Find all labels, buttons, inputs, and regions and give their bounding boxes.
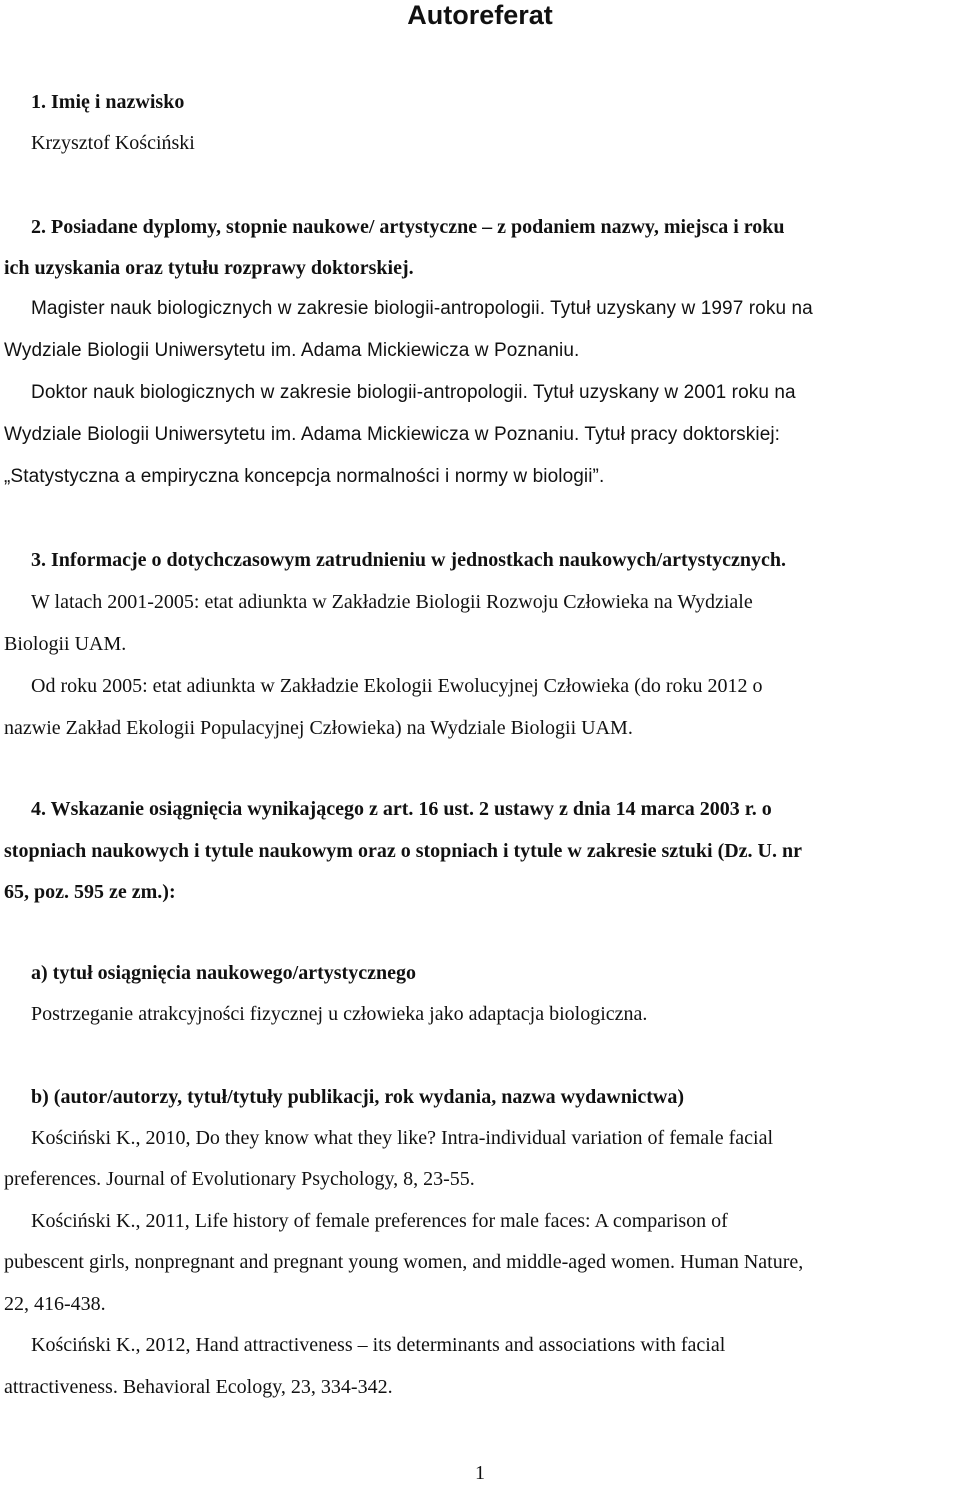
section2-text-line: Wydziale Biologii Uniwersytetu im. Adama Mickiewicza w Poznaniu. Tytuł pracy doktorskiej: (4, 424, 781, 445)
section1-heading: 1. Imię i nazwisko (31, 91, 185, 113)
publication-entry (31, 1332, 956, 1358)
section3-text-line: nazwie Zakład Ekologii Populacyjnej Człowieka) na Wydziale Biologii UAM. (4, 717, 633, 739)
section3-text-line: W latach 2001-2005: etat adiunkta w Zakładzie Biologii Rozwoju Człowieka na Wydziale (31, 591, 753, 613)
section3-text-line: Od roku 2005: etat adiunkta w Zakładzie Ekologii Ewolucyjnej Człowieka (do roku 2012 o (31, 675, 763, 697)
publication-author: Kościński K. (31, 1127, 136, 1149)
dissertation-title: „Statystyczna a empiryczna koncepcja normalności i normy w biologii”. (4, 466, 605, 487)
section2-text-line: Wydziale Biologii Uniwersytetu im. Adama Mickiewicza w Poznaniu. (4, 340, 580, 361)
section3-text-line: Biologii UAM. (4, 633, 127, 655)
section4-heading-line: 65, poz. 595 ze zm.): (4, 881, 176, 903)
publication-text: preferences. Journal of Evolutionary Psychology, 8, 23-55. (4, 1168, 475, 1190)
achievement-title: Postrzeganie atrakcyjności fizycznej u człowieka jako adaptacja biologiczna. (31, 1003, 648, 1025)
document-title: Autoreferat (407, 0, 553, 30)
publication-text: , 2010, Do they know what they like? Intra-individual variation of female facial (135, 1127, 774, 1149)
publication-text: , 2012, Hand attractiveness – its determinants and associations with facial (135, 1334, 726, 1356)
publication-author: Kościński K. (31, 1210, 136, 1232)
publication-text: attractiveness. Behavioral Ecology, 23, 334-342. (4, 1376, 393, 1398)
publication-entry (31, 1208, 956, 1234)
achievement-title-heading: a) tytuł osiągnięcia naukowego/artystycznego (31, 962, 416, 984)
publication-entry (31, 1125, 956, 1151)
section2-heading-line2: ich uzyskania oraz tytułu rozprawy doktorskiej. (4, 257, 414, 279)
section3-heading: 3. Informacje o dotychczasowym zatrudnieniu w jednostkach naukowych/artystycznych. (31, 549, 786, 571)
section4-heading-line: 4. Wskazanie osiągnięcia wynikającego z art. 16 ust. 2 ustawy z dnia 14 marca 2003 r. o (31, 798, 772, 820)
section4-heading-line: stopniach naukowych i tytule naukowym oraz o stopniach i tytule w zakresie sztuki (Dz. U. nr (4, 840, 802, 862)
section2-heading-line1: 2. Posiadane dyplomy, stopnie naukowe/ artystyczne – z podaniem nazwy, miejsca i roku (31, 216, 785, 238)
publications-heading: b) (autor/autorzy, tytuł/tytuły publikacji, rok wydania, nazwa wydawnictwa) (31, 1086, 685, 1108)
section2-text-line: Magister nauk biologicznych w zakresie biologii-antropologii. Tytuł uzyskany w 1997 roku na (31, 298, 813, 319)
author-name: Krzysztof Kościński (31, 132, 195, 154)
page-number: 1 (475, 1462, 485, 1484)
section2-text-line: Doktor nauk biologicznych w zakresie biologii-antropologii. Tytuł uzyskany w 2001 roku na (31, 382, 796, 403)
publication-author: Kościński K. (31, 1334, 136, 1356)
publication-text: 22, 416-438. (4, 1293, 106, 1315)
publication-text: pubescent girls, nonpregnant and pregnant young women, and middle-aged women. Human Nature, (4, 1251, 804, 1273)
publication-text: , 2011, Life history of female preferences for male faces: A comparison of (135, 1210, 728, 1232)
